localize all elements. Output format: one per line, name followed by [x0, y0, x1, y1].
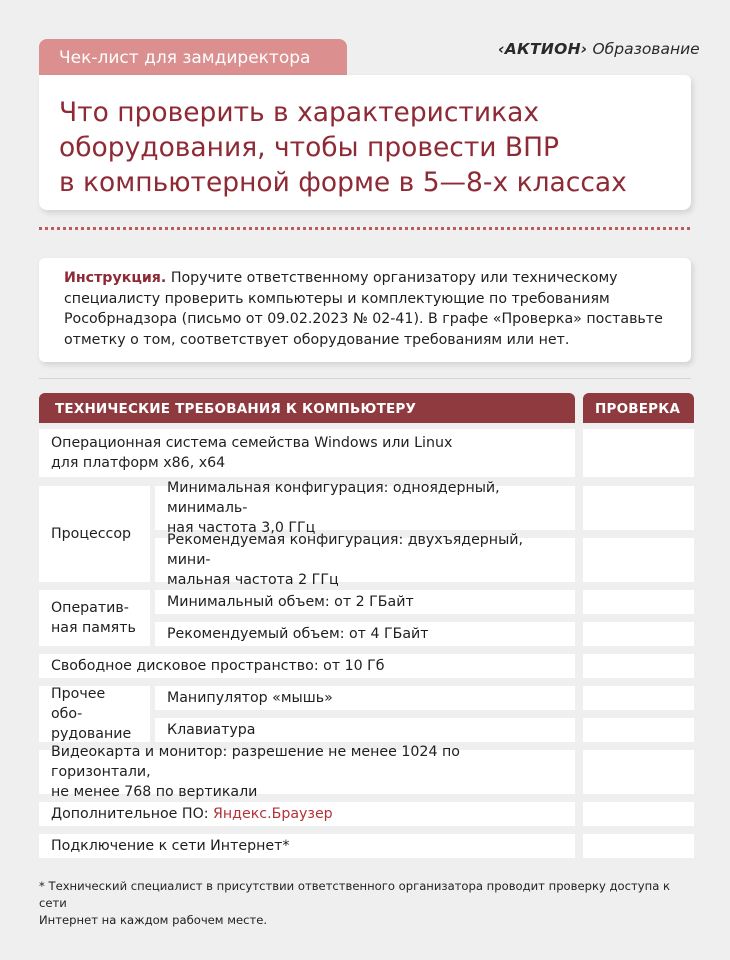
software-label: Дополнительное ПО: — [51, 806, 214, 822]
cpu-min-line-1: Минимальная конфигурация: одноядерный, минималь- — [167, 480, 500, 516]
title-line-1: Что проверить в характеристиках — [59, 97, 540, 128]
check-cell-internet[interactable] — [583, 834, 694, 858]
check-cell-cpu-rec[interactable] — [583, 538, 694, 582]
row-cpu-min — [155, 480, 575, 536]
ram-rec: Рекомендуемый объем: от 4 ГБайт — [167, 626, 429, 642]
title-line-2: оборудования, чтобы провести ВПР — [59, 132, 560, 163]
cpu-rec-line-2: мальная частота 2 ГГц — [167, 572, 339, 588]
check-cell-video[interactable] — [583, 750, 694, 794]
checklist-tag-text: Чек-лист для замдиректора — [59, 48, 311, 68]
cpu-label-cell — [39, 486, 150, 582]
footnote-line-1: * Технический специалист в присутствии ответственного организатора проводит проверку доступа к сети — [39, 879, 670, 910]
check-cell-disk[interactable] — [583, 654, 694, 678]
row-keyboard — [155, 718, 575, 742]
check-cell-os[interactable] — [583, 429, 694, 477]
ram-label-line-2: ная память — [51, 620, 136, 636]
keyboard-text: Клавиатура — [167, 722, 256, 738]
video-line-1: Видеокарта и монитор: разрешение не менее 1024 по горизонтали, — [51, 744, 460, 780]
cpu-rec-line-1: Рекомендуемая конфигурация: двухъядерный, мини- — [167, 532, 524, 568]
row-ram-rec — [155, 622, 575, 646]
mouse-text: Манипулятор «мышь» — [167, 690, 333, 706]
requirements-column-header — [39, 393, 575, 423]
check-column-header-text: ПРОВЕРКА — [595, 401, 681, 417]
ram-label-cell — [39, 590, 150, 646]
requirements-column-header-text: ТЕХНИЧЕСКИЕ ТРЕБОВАНИЯ К КОМПЬЮТЕРУ — [55, 401, 417, 417]
row-software — [39, 802, 575, 826]
ram-min: Минимальный объем: от 2 ГБайт — [167, 594, 414, 610]
video-line-2: не менее 768 по вертикали — [51, 784, 258, 800]
disk-text: Свободное дисковое пространство: от 10 Гб — [51, 658, 385, 674]
check-cell-cpu-min[interactable] — [583, 486, 694, 530]
check-column-header — [583, 393, 694, 423]
row-os — [39, 429, 575, 477]
other-label-line-2: рудование — [51, 726, 132, 742]
dotted-divider — [39, 227, 690, 230]
os-line-2: для платформ x86, x64 — [51, 455, 226, 471]
other-label-cell — [39, 686, 150, 742]
instruction-lead: Инструкция. — [64, 270, 167, 286]
row-mouse — [155, 686, 575, 710]
page-title — [59, 95, 679, 200]
check-cell-keyboard[interactable] — [583, 718, 694, 742]
row-internet — [39, 834, 575, 858]
title-line-3: в компьютерной форме в 5—8-х классах — [59, 167, 627, 198]
checklist-tag — [39, 39, 347, 75]
ram-label-line-1: Оператив- — [51, 600, 129, 616]
yandex-browser-link[interactable]: Яндекс.Браузер — [213, 806, 333, 822]
section-divider — [39, 378, 691, 379]
internet-text: Подключение к сети Интернет* — [51, 838, 290, 854]
row-ram-min — [155, 590, 575, 614]
row-video — [39, 744, 575, 800]
other-label-line-1: Прочее обо- — [51, 686, 106, 722]
check-cell-ram-min[interactable] — [583, 590, 694, 614]
brand-logo — [498, 40, 700, 58]
check-cell-mouse[interactable] — [583, 686, 694, 710]
cpu-label: Процессор — [51, 526, 132, 542]
footnote — [39, 878, 699, 929]
check-cell-software[interactable] — [583, 802, 694, 826]
brand-text: Образование — [592, 40, 700, 58]
footnote-line-2: Интернет на каждом рабочем месте. — [39, 913, 268, 927]
instruction-card — [39, 258, 691, 362]
check-cell-ram-rec[interactable] — [583, 622, 694, 646]
row-cpu-rec — [155, 532, 575, 588]
row-disk — [39, 654, 575, 678]
instruction-text: Поручите ответственному организатору или техническому специалисту проверить компьютеры и комплектующие по требованиям Рособрнадзора (письмо от 09.02.2023 № 02-41). В графе «Проверка» поставьте отметку о том, соответствует оборудование требованиям или нет. — [64, 270, 663, 348]
os-line-1: Операционная система семейства Windows или Linux — [51, 435, 453, 451]
cpu-min-line-2: ная частота 3,0 ГГц — [167, 520, 316, 536]
title-card — [39, 75, 691, 210]
brand-mark: ‹АКТИОН› — [498, 40, 588, 58]
